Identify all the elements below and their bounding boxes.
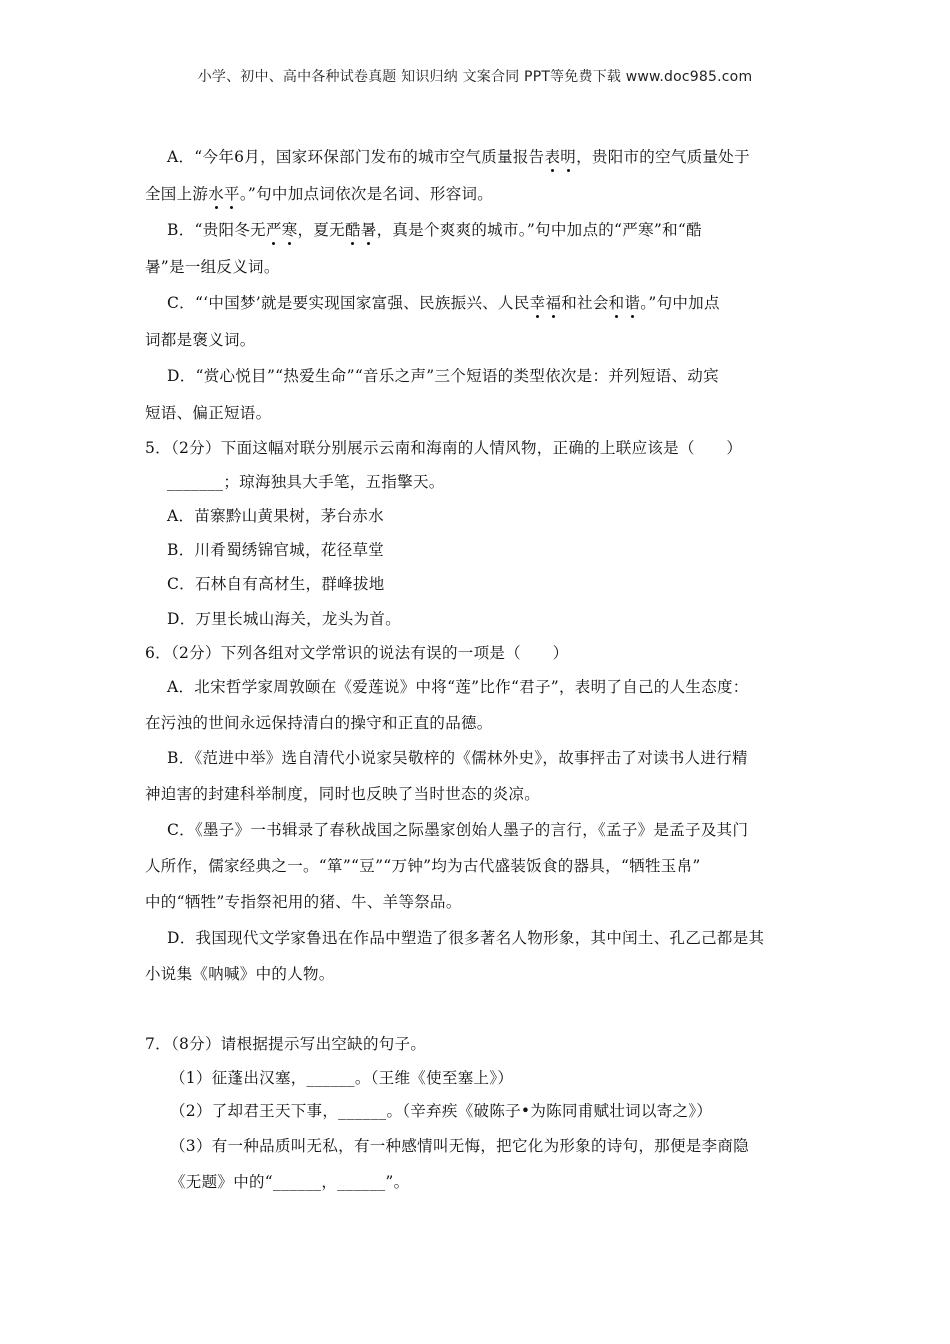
- q7-item-2: （2）了却君王天下事，______。（辛弃疾《破陈子•为陈同甫赋壮词以寄之》）: [170, 1102, 713, 1120]
- q4-a-dotted-char: 水: [208, 185, 225, 203]
- q5-option-b: B．川肴蜀绣锦官城，花径草堂: [167, 541, 385, 559]
- q4-a-text4: 。”句中加点词依次是名词、形容词。: [239, 185, 494, 203]
- q7-item-1: （1）征蓬出汉塞，______。（王维《使至塞上》）: [170, 1069, 514, 1087]
- q4-option-d-line1: D．“赏心悦目”“热爱生命”“音乐之声”三个短语的类型依次是：并列短语、动宾: [167, 367, 719, 385]
- q5-couplet: _______；琼海独具大手笔，五指擎天。: [167, 473, 445, 491]
- q5-option-c: C．石林自有高材生，群峰拔地: [167, 575, 385, 593]
- q5-stem: 5．（2分）下面这幅对联分别展示云南和海南的人情风物，正确的上联应该是（ ）: [145, 439, 743, 457]
- q4-c-text2: 和社会: [561, 294, 609, 312]
- q6-option-a-line1: A．北宋哲学家周敦颐在《爱莲说》中将“莲”比作“君子”，表明了自己的人生态度：: [167, 678, 749, 696]
- q6-option-b-line2: 神迫害的封建科举制度，同时也反映了当时世态的炎凉。: [145, 785, 541, 803]
- q4-b-dotted-char: 暑: [360, 221, 377, 239]
- q4-option-d-line2: 短语、偏正短语。: [145, 404, 272, 422]
- q4-b-text3: ，真是个爽爽的城市。”句中加点的“严寒”和“酷: [376, 221, 702, 239]
- q7-stem: 7．（8分）请根据提示写出空缺的句子。: [145, 1035, 427, 1053]
- q4-b-text1: B．“贵阳冬无: [167, 221, 266, 239]
- q4-c-text3: 。”句中加点: [640, 294, 720, 312]
- q6-option-c-line2: 人所作，儒家经典之一。“箪”“豆”“万钟”均为古代盛装饭食的器具，“牺牲玉帛”: [145, 857, 701, 875]
- q5-option-a: A．苗寨黔山黄果树，茅台赤水: [167, 507, 384, 525]
- q7-item-3-line2: 《无题》中的“______，______”。: [170, 1173, 410, 1191]
- q4-b-dotted-char: 酷: [344, 221, 361, 239]
- q4-b-dotted-char: 严: [265, 221, 282, 239]
- q4-option-b-line2: 暑”是一组反义词。: [145, 258, 280, 276]
- q5-option-d: D．万里长城山海关，龙头为首。: [167, 610, 401, 628]
- q6-option-a-line2: 在污浊的世间永远保持清白的操守和正直的品德。: [145, 714, 493, 732]
- q4-option-a-line2: [145, 182, 493, 204]
- q4-a-dotted-char: 平: [224, 185, 240, 203]
- q4-a-text1: A．“今年6月，国家环保部门发布的城市空气质量报告: [167, 148, 545, 166]
- q4-a-dotted-char: 表: [544, 148, 561, 166]
- q4-option-b-line1: [167, 218, 702, 240]
- q6-option-b-line1: B．《范进中举》选自清代小说家吴敬梓的《儒林外史》，故事抨击了对读书人进行精: [167, 749, 748, 767]
- q4-c-text1: C．“‘中国梦’就是要实现国家富强、民族振兴、人民: [167, 294, 530, 312]
- q4-a-text3: 全国上游: [145, 185, 209, 203]
- q4-option-c-line2: 词都是褒义词。: [145, 331, 256, 349]
- q4-b-text2: ，夏无: [297, 221, 345, 239]
- q4-a-text2: ，贵阳市的空气质量处于: [576, 148, 750, 166]
- q4-a-dotted-char: 明: [560, 148, 577, 166]
- q4-c-dotted-char: 福: [545, 294, 562, 312]
- q6-stem: 6．（2分）下列各组对文学常识的说法有误的一项是（ ）: [145, 644, 569, 662]
- q4-option-a-line1: [167, 145, 750, 167]
- q6-option-d-line2: 小说集《呐喊》中的人物。: [145, 965, 335, 983]
- q4-c-dotted-char: 和: [608, 294, 625, 312]
- q6-option-c-line3: 中的“牺牲”专指祭祀用的猪、牛、羊等祭品。: [145, 893, 462, 911]
- q4-option-c-line1: [167, 291, 720, 313]
- q6-option-c-line1: C．《墨子》一书辑录了春秋战国之际墨家创始人墨子的言行，《孟子》是孟子及其门: [167, 821, 749, 839]
- q7-item-3-line1: （3）有一种品质叫无私，有一种感情叫无悔，把它化为形象的诗句，那便是李商隐: [170, 1137, 749, 1155]
- q4-b-dotted-char: 寒: [281, 221, 298, 239]
- page-header: 小学、初中、高中各种试卷真题 知识归纳 文案合同 PPT等免费下载 www.doc985.com: [197, 69, 753, 85]
- q6-option-d-line1: D．我国现代文学家鲁迅在作品中塑造了很多著名人物形象，其中闰土、孔乙己都是其: [167, 929, 765, 947]
- q4-c-dotted-char: 幸: [529, 294, 546, 312]
- q4-c-dotted-char: 谐: [624, 294, 641, 312]
